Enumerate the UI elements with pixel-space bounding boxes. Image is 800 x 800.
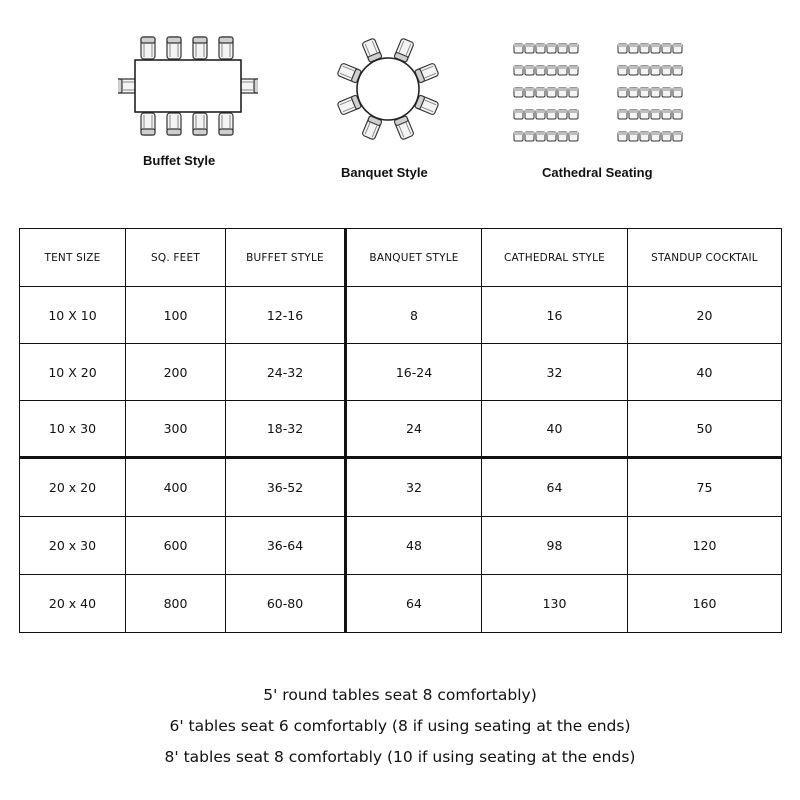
cell-buffet: 36-64 <box>226 516 346 574</box>
seat-icon <box>629 110 638 119</box>
cell-cathedral: 130 <box>482 574 628 632</box>
seat-icon <box>618 88 627 97</box>
cell-standup: 50 <box>628 401 782 458</box>
cell-standup: 40 <box>628 344 782 401</box>
cathedral-layout-illustration <box>510 40 690 152</box>
banquet-style-label: Banquet Style <box>341 165 428 180</box>
cell-buffet: 36-52 <box>226 458 346 516</box>
seat-icon <box>569 44 578 53</box>
chair-icon <box>219 37 233 59</box>
round-table-top-icon <box>357 58 419 120</box>
table-row <box>20 458 782 516</box>
cell-tent-size: 10 x 30 <box>20 401 126 458</box>
cell-buffet: 12-16 <box>226 287 346 344</box>
header-buffet-style: BUFFET STYLE <box>226 229 346 287</box>
seat-icon <box>569 132 578 141</box>
cell-standup: 75 <box>628 458 782 516</box>
chair-icon <box>219 113 233 135</box>
seat-icon <box>547 66 556 75</box>
seat-icon <box>640 44 649 53</box>
seat-icon <box>673 132 682 141</box>
cell-standup: 120 <box>628 516 782 574</box>
header-standup-cocktail: STANDUP COCKTAIL <box>628 229 782 287</box>
cell-buffet: 60-80 <box>226 574 346 632</box>
seat-icon <box>525 132 534 141</box>
seat-icon <box>651 44 660 53</box>
seat-icon <box>662 132 671 141</box>
seat-icon <box>558 66 567 75</box>
seat-icon <box>673 88 682 97</box>
cell-banquet: 32 <box>346 458 482 516</box>
seat-icon <box>514 110 523 119</box>
cell-banquet: 24 <box>346 401 482 458</box>
seat-icon <box>640 88 649 97</box>
seat-icon <box>514 66 523 75</box>
seat-icon <box>651 132 660 141</box>
buffet-layout-illustration <box>118 34 258 138</box>
seat-icon <box>558 132 567 141</box>
seat-icon <box>651 88 660 97</box>
buffet-table-icon <box>118 34 258 138</box>
table-row <box>20 574 782 632</box>
seat-icon <box>514 88 523 97</box>
seat-icon <box>629 44 638 53</box>
chair-icon <box>141 37 155 59</box>
cell-sq-feet: 100 <box>126 287 226 344</box>
seat-icon <box>651 110 660 119</box>
seat-icon <box>673 66 682 75</box>
seat-icon <box>673 44 682 53</box>
chair-icon <box>193 37 207 59</box>
seat-icon <box>673 110 682 119</box>
banquet-layout-illustration <box>330 33 446 145</box>
cell-sq-feet: 300 <box>126 401 226 458</box>
header-banquet-style: BANQUET STYLE <box>346 229 482 287</box>
seat-icon <box>629 132 638 141</box>
seat-icon <box>514 132 523 141</box>
seat-icon <box>547 132 556 141</box>
seat-icon <box>662 66 671 75</box>
seat-icon <box>525 88 534 97</box>
seat-icon <box>640 66 649 75</box>
seat-icon <box>547 110 556 119</box>
rectangular-table-icon <box>135 60 241 112</box>
seat-icon <box>662 44 671 53</box>
chair-icon <box>167 37 181 59</box>
seat-icon <box>629 66 638 75</box>
seat-icon <box>618 44 627 53</box>
seat-icon <box>536 132 545 141</box>
seat-icon <box>525 44 534 53</box>
header-cathedral-style: CATHEDRAL STYLE <box>482 229 628 287</box>
table-row <box>20 516 782 574</box>
cell-tent-size: 20 x 20 <box>20 458 126 516</box>
seat-icon <box>569 66 578 75</box>
note-six-foot-tables: 6' tables seat 6 comfortably (8 if using seating at the ends) <box>169 717 631 735</box>
seat-icon <box>640 132 649 141</box>
chair-icon <box>167 113 181 135</box>
cell-sq-feet: 600 <box>126 516 226 574</box>
seat-icon <box>536 66 545 75</box>
cell-sq-feet: 400 <box>126 458 226 516</box>
seating-notes <box>0 680 800 773</box>
chair-icon <box>141 113 155 135</box>
table-header-row <box>20 229 782 287</box>
cell-tent-size: 10 X 20 <box>20 344 126 401</box>
seat-icon <box>640 110 649 119</box>
seat-icon <box>525 110 534 119</box>
seat-icon <box>651 66 660 75</box>
seat-icon <box>536 88 545 97</box>
cell-banquet: 48 <box>346 516 482 574</box>
header-tent-size: TENT SIZE <box>20 229 126 287</box>
seat-icon <box>662 110 671 119</box>
cell-standup: 20 <box>628 287 782 344</box>
cell-buffet: 18-32 <box>226 401 346 458</box>
note-eight-foot-tables: 8' tables seat 8 comfortably (10 if using seating at the ends) <box>164 748 636 766</box>
cell-cathedral: 64 <box>482 458 628 516</box>
table-row <box>20 401 782 458</box>
seat-icon <box>618 110 627 119</box>
seat-icon <box>536 44 545 53</box>
table-row <box>20 344 782 401</box>
cell-sq-feet: 200 <box>126 344 226 401</box>
chair-rows-icon <box>510 40 690 152</box>
cathedral-seating-label: Cathedral Seating <box>542 165 653 180</box>
header-sq-feet: SQ. FEET <box>126 229 226 287</box>
cell-banquet: 16-24 <box>346 344 482 401</box>
seat-icon <box>662 88 671 97</box>
table-row <box>20 287 782 344</box>
cell-tent-size: 20 x 30 <box>20 516 126 574</box>
seat-icon <box>618 132 627 141</box>
tent-capacity-table <box>19 228 782 633</box>
seat-icon <box>558 44 567 53</box>
seat-icon <box>558 88 567 97</box>
seat-icon <box>558 110 567 119</box>
seat-icon <box>618 66 627 75</box>
cell-sq-feet: 800 <box>126 574 226 632</box>
seat-icon <box>569 110 578 119</box>
cell-buffet: 24-32 <box>226 344 346 401</box>
note-round-tables: 5' round tables seat 8 comfortably) <box>263 686 537 704</box>
cell-cathedral: 16 <box>482 287 628 344</box>
cell-cathedral: 40 <box>482 401 628 458</box>
chair-icon <box>193 113 207 135</box>
cell-cathedral: 98 <box>482 516 628 574</box>
cell-standup: 160 <box>628 574 782 632</box>
seat-icon <box>569 88 578 97</box>
seat-icon <box>629 88 638 97</box>
seat-icon <box>547 44 556 53</box>
cell-tent-size: 20 x 40 <box>20 574 126 632</box>
buffet-style-label: Buffet Style <box>143 153 216 168</box>
seat-icon <box>514 44 523 53</box>
seat-icon <box>536 110 545 119</box>
cell-banquet: 64 <box>346 574 482 632</box>
seat-icon <box>547 88 556 97</box>
seat-icon <box>525 66 534 75</box>
cell-tent-size: 10 X 10 <box>20 287 126 344</box>
cell-cathedral: 32 <box>482 344 628 401</box>
cell-banquet: 8 <box>346 287 482 344</box>
round-table-icon <box>330 33 446 145</box>
